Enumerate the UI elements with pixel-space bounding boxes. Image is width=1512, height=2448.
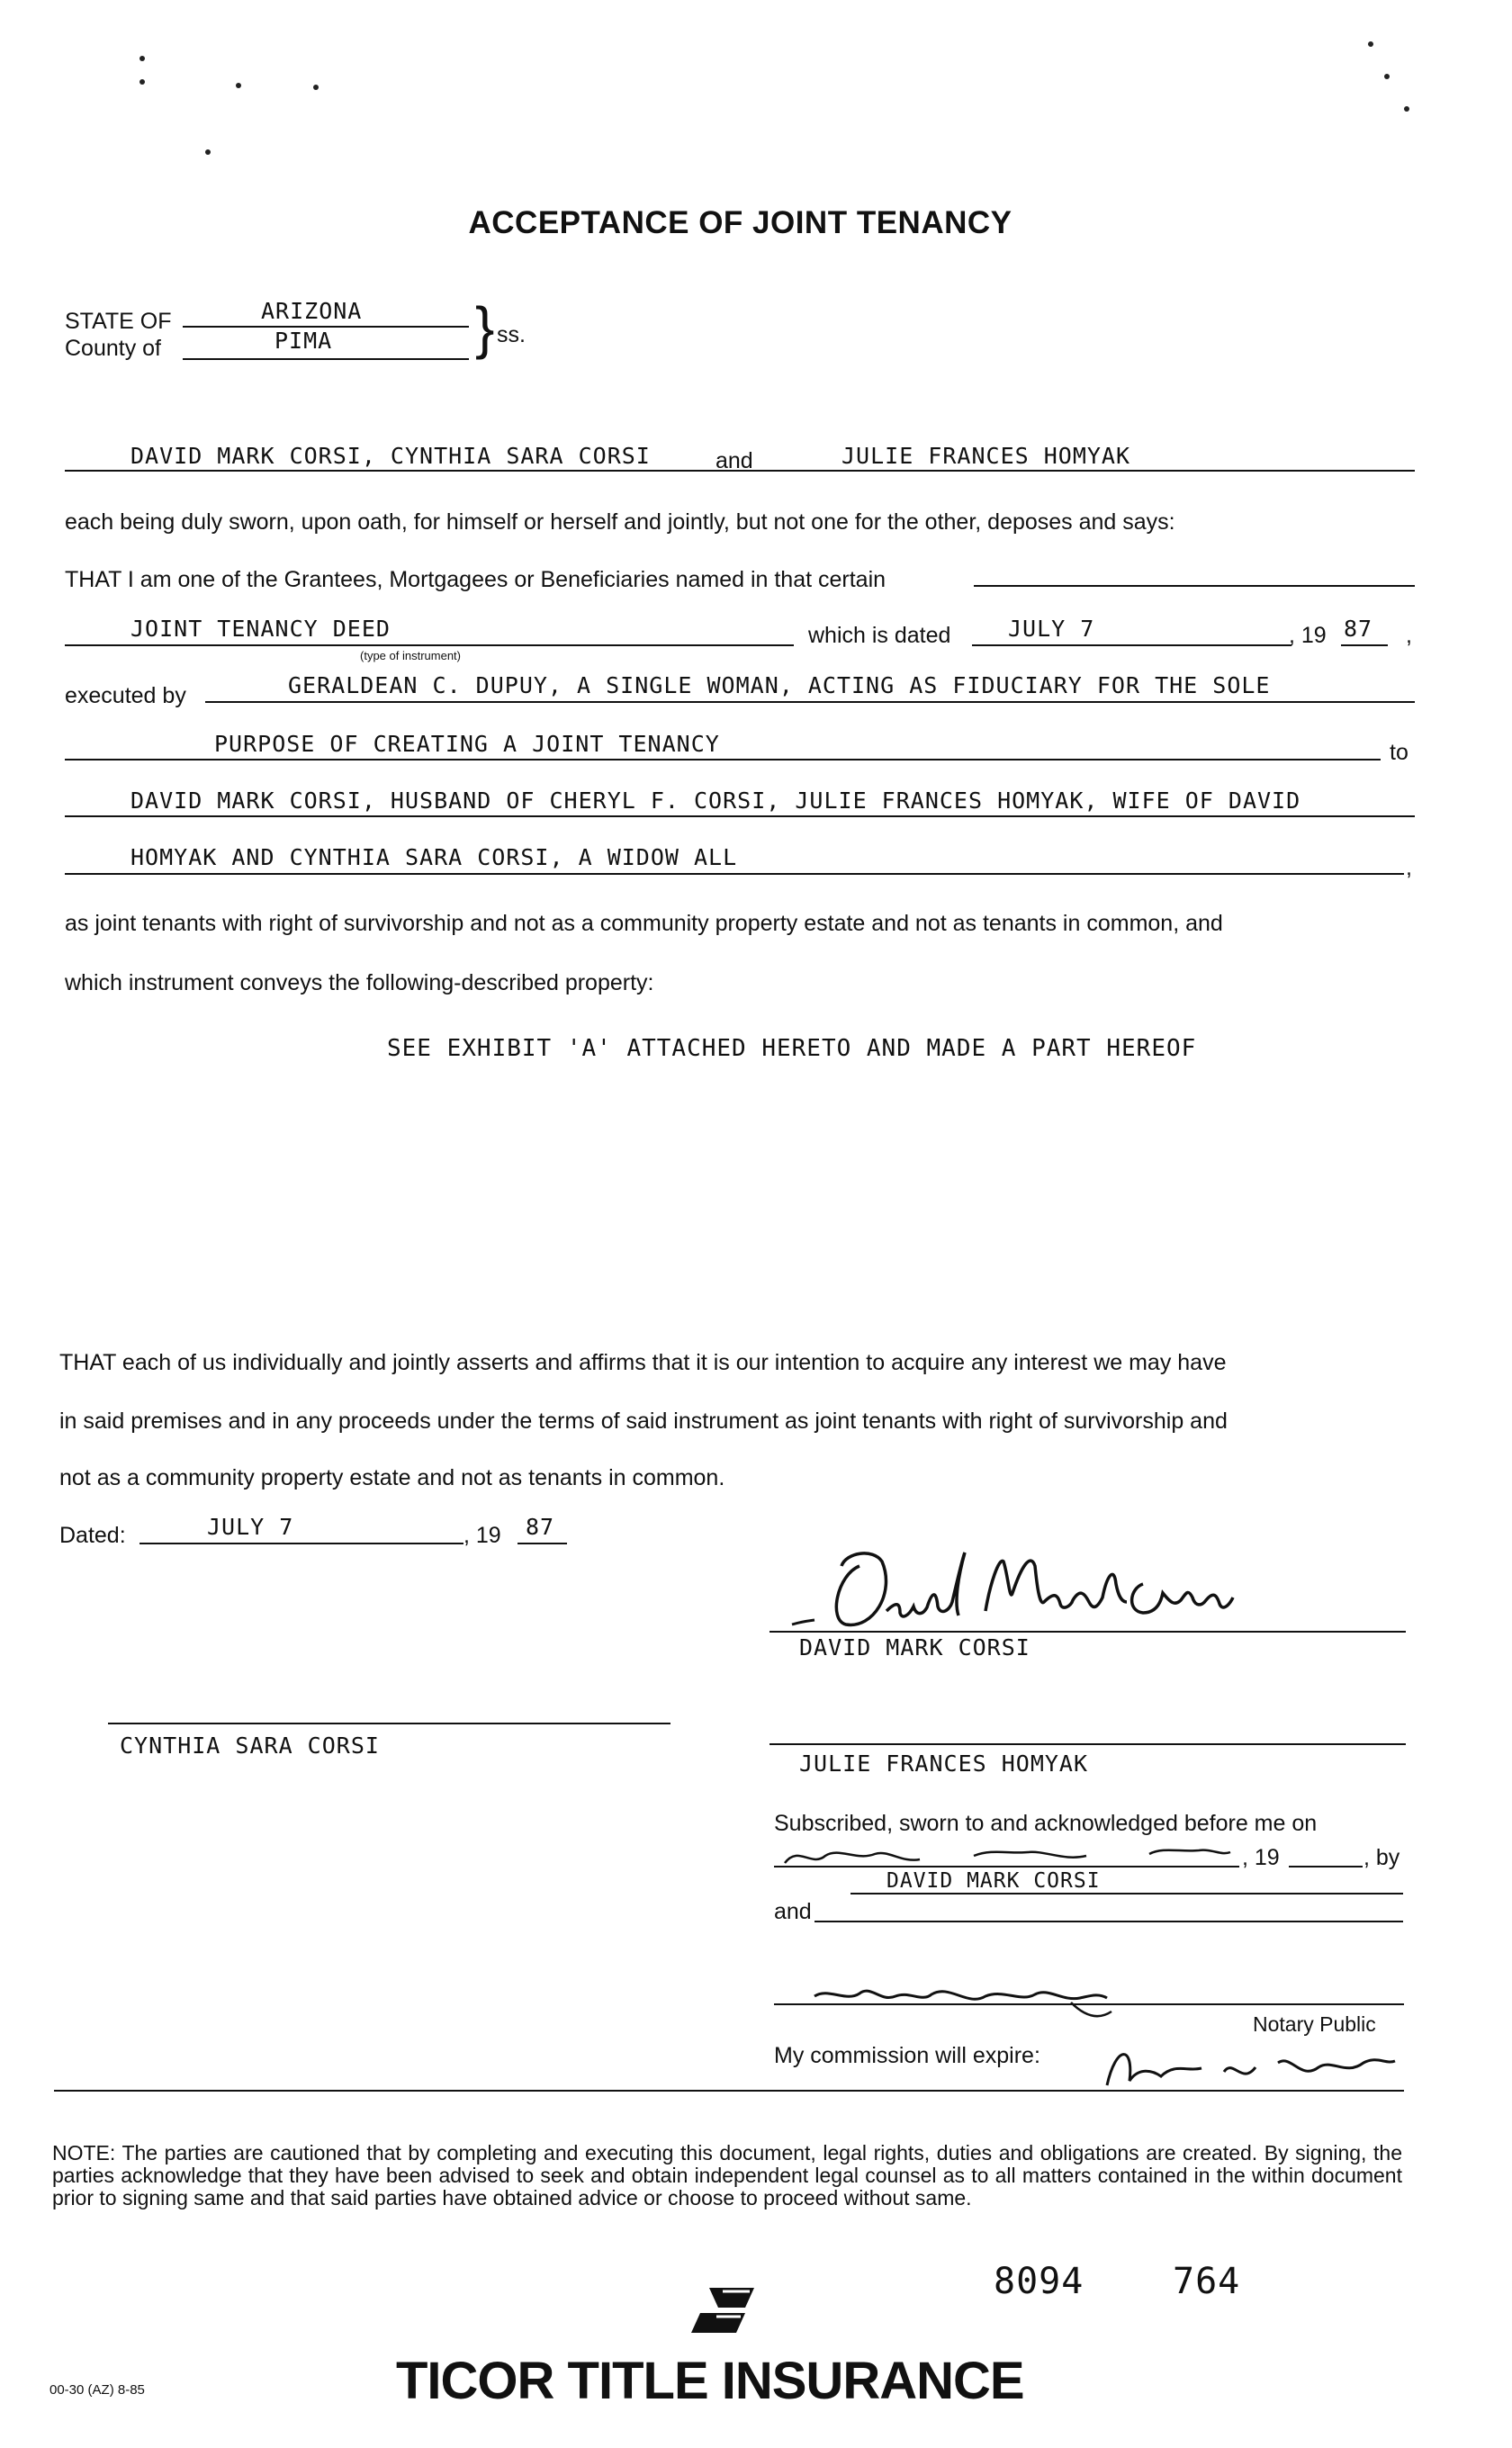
year-prefix: , 19 <box>1289 623 1327 648</box>
dated-sign-year-line <box>518 1543 567 1544</box>
county-line <box>183 358 469 360</box>
that-text: THAT I am one of the Grantees, Mortgagees or Beneficiaries named in that certain <box>65 567 886 592</box>
subscribed-text: Subscribed, sworn to and acknowledged before me on <box>774 1811 1318 1836</box>
dated-value: JULY 7 <box>1008 616 1095 642</box>
scan-speck <box>140 56 145 61</box>
year-line <box>1341 644 1388 646</box>
david-signature <box>774 1539 1242 1638</box>
signer-cynthia: CYNTHIA SARA CORSI <box>120 1732 380 1759</box>
executed-by-line-2 <box>65 759 1381 760</box>
executed-by-label: executed by <box>65 683 186 708</box>
scan-speck <box>1384 74 1390 79</box>
dated-sign-year: 87 <box>526 1514 555 1540</box>
grantees-2: HOMYAK AND CYNTHIA SARA CORSI, A WIDOW ALL <box>130 844 738 870</box>
notary-date-handwriting <box>776 1836 1235 1872</box>
affirm-line-1: THAT each of us individually and jointly asserts and affirms that it is our intention to acquire any interest we may have <box>59 1350 1227 1375</box>
property-description: SEE EXHIBIT 'A' ATTACHED HERETO AND MADE A PART HEREOF <box>387 1035 1197 1062</box>
instrument-line <box>65 644 794 646</box>
scan-speck <box>1368 41 1373 47</box>
dated-sign-year-prefix: , 19 <box>464 1523 501 1548</box>
scan-speck <box>313 85 319 90</box>
commission-text: My commission will expire: <box>774 2043 1040 2068</box>
county-value: PIMA <box>274 328 333 354</box>
ticor-logo-icon <box>691 2279 763 2342</box>
which-dated-text: which is dated <box>808 623 951 648</box>
signer-david: DAVID MARK CORSI <box>799 1634 1030 1660</box>
state-value: ARIZONA <box>261 298 363 324</box>
notary-year-prefix: , 19 <box>1242 1845 1280 1870</box>
note-divider <box>54 2090 1404 2092</box>
document-title: ACCEPTANCE OF JOINT TENANCY <box>468 205 1012 240</box>
county-label: County of <box>65 336 162 361</box>
notary-and: and <box>774 1899 812 1924</box>
cynthia-sign-line <box>108 1723 670 1724</box>
executed-by-1: GERALDEAN C. DUPUY, A SINGLE WOMAN, ACTING AS FIDUCIARY FOR THE SOLE <box>288 672 1271 698</box>
scan-speck <box>236 83 241 88</box>
julie-sign-line <box>770 1743 1406 1745</box>
and-text: and <box>716 448 753 473</box>
notary-by: , by <box>1364 1845 1400 1870</box>
joint-text: as joint tenants with right of survivorship and not as a community property estate and not as tenants in common, and <box>65 911 1223 936</box>
signer-julie: JULIE FRANCES HOMYAK <box>799 1750 1089 1777</box>
notary-sign-line <box>774 2003 1404 2005</box>
grantees-line-2 <box>65 873 1404 875</box>
affirm-line-3: not as a community property estate and not as tenants in common. <box>59 1465 725 1490</box>
year-value: 87 <box>1344 616 1373 642</box>
company-name: TICOR TITLE INSURANCE <box>396 2352 1024 2410</box>
dated-line <box>972 644 1292 646</box>
sworn-text: each being duly sworn, upon oath, for himself or herself and jointly, but not one for the other, deposes and says: <box>65 509 1175 535</box>
notary-signature <box>774 1971 1242 2025</box>
state-label: STATE OF <box>65 309 172 334</box>
dated-sign-value: JULY 7 <box>207 1514 294 1540</box>
doc-number-2: 764 <box>1173 2261 1241 2302</box>
scan-speck <box>205 149 211 155</box>
dated-label: Dated: <box>59 1523 126 1548</box>
state-county-brace: } <box>475 295 495 360</box>
david-sign-line <box>770 1631 1406 1633</box>
comma-text-2: , <box>1406 855 1412 880</box>
grantees-line-1 <box>65 815 1415 817</box>
conveys-text: which instrument conveys the following-described property: <box>65 970 654 995</box>
doc-number-1: 8094 <box>994 2261 1084 2302</box>
form-code: 00-30 (AZ) 8-85 <box>50 2382 145 2398</box>
party-two: JULIE FRANCES HOMYAK <box>842 443 1131 469</box>
notary-year-line <box>1289 1866 1363 1868</box>
instrument-caption: (type of instrument) <box>360 649 461 662</box>
to-text: to <box>1390 740 1408 765</box>
notary-and-line <box>814 1921 1403 1922</box>
notary-name-line <box>850 1893 1403 1894</box>
scan-speck <box>140 79 145 85</box>
that-line <box>974 585 1415 587</box>
executed-by-line-1 <box>205 701 1415 703</box>
affirm-line-2: in said premises and in any proceeds under the terms of said instrument as joint tenants with right of survivorship and <box>59 1408 1228 1434</box>
ss-text: ss. <box>497 322 526 347</box>
executed-by-2: PURPOSE OF CREATING A JOINT TENANCY <box>214 731 720 757</box>
notary-name: DAVID MARK CORSI <box>886 1869 1101 1893</box>
note-text: NOTE: The parties are cautioned that by completing and executing this document, legal rights, duties and obligations are created. By signing, the parties acknowledge that they have been advised to seek and obtain independent legal counsel as to all matters contained in the within document prior to signing same and that said parties have obtained advice or choose to proceed without same. <box>52 2141 1402 2210</box>
instrument-type: JOINT TENANCY DEED <box>130 616 391 642</box>
grantees-1: DAVID MARK CORSI, HUSBAND OF CHERYL F. CORSI, JULIE FRANCES HOMYAK, WIFE OF DAVID <box>130 788 1301 814</box>
scan-speck <box>1404 106 1409 112</box>
comma-text: , <box>1406 623 1412 648</box>
party-one: DAVID MARK CORSI, CYNTHIA SARA CORSI <box>130 443 651 469</box>
notary-public-label: Notary Public <box>1253 2012 1376 2036</box>
dated-sign-line <box>140 1543 464 1544</box>
